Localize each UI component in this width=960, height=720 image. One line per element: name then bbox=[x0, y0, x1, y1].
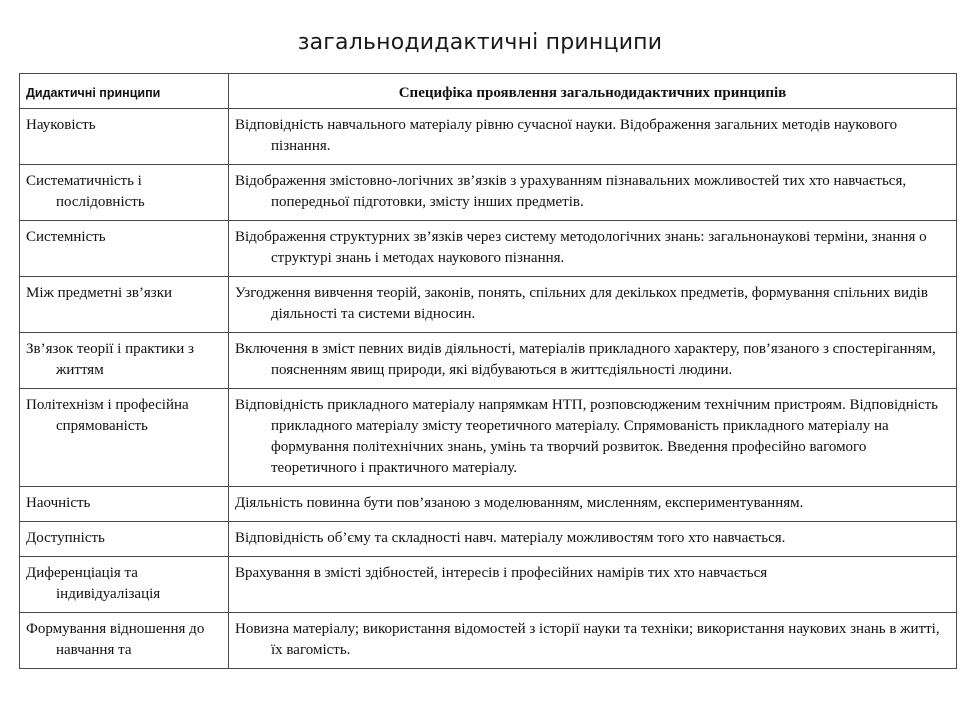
principle-name: Науковість bbox=[26, 117, 96, 133]
principle-name: Систематичність і послідовність bbox=[26, 173, 145, 210]
specifics-cell bbox=[229, 277, 957, 333]
specifics-cell bbox=[229, 333, 957, 389]
principle-cell bbox=[20, 109, 229, 165]
table-row bbox=[20, 109, 957, 165]
principle-name: Диференціація та індивідуалізація bbox=[26, 565, 161, 602]
principle-name: Формування відношення до навчання та bbox=[26, 621, 205, 658]
principle-specifics: Новизна матеріалу; використання відомостей з історії науки та техніки; використання наукових знань в житті, їх вагомість. bbox=[235, 621, 940, 658]
table-row bbox=[20, 389, 957, 487]
column-header-principles: Дидактичні принципи bbox=[20, 74, 229, 109]
principle-name: Системність bbox=[26, 229, 106, 245]
table-row bbox=[20, 277, 957, 333]
specifics-cell bbox=[229, 557, 957, 613]
table-row bbox=[20, 165, 957, 221]
column-header-specifics: Специфіка проявлення загальнодидактичних принципів bbox=[229, 74, 957, 109]
specifics-cell bbox=[229, 389, 957, 487]
table-row bbox=[20, 221, 957, 277]
slide-title: загальнодидактичні принципи bbox=[297, 30, 663, 55]
principle-specifics: Відповідність об’єму та складності навч. матеріалу можливостям того хто навчається. bbox=[235, 530, 786, 546]
principle-specifics: Узгодження вивчення теорій, законів, понять, спільних для декількох предметів, формування спільних видів діяльності та системи відносин. bbox=[235, 285, 928, 322]
principle-cell bbox=[20, 221, 229, 277]
principle-cell bbox=[20, 333, 229, 389]
principle-specifics: Відповідність навчального матеріалу рівню сучасної науки. Відображення загальних методів наукового пізнання. bbox=[235, 117, 898, 154]
principle-specifics: Врахування в змісті здібностей, інтересів і професійних намірів тих хто навчається bbox=[235, 565, 768, 581]
specifics-cell bbox=[229, 487, 957, 522]
principle-name: Політехнізм і професійна спрямованість bbox=[26, 397, 189, 434]
specifics-cell bbox=[229, 221, 957, 277]
principle-cell bbox=[20, 613, 229, 669]
principles-table bbox=[19, 73, 957, 669]
principle-cell bbox=[20, 487, 229, 522]
principle-name: Наочність bbox=[26, 495, 91, 511]
table-row bbox=[20, 557, 957, 613]
principle-name: Зв’язок теорії і практики з життям bbox=[26, 341, 194, 378]
principle-cell bbox=[20, 277, 229, 333]
table-row bbox=[20, 487, 957, 522]
specifics-cell bbox=[229, 613, 957, 669]
principle-cell bbox=[20, 165, 229, 221]
specifics-cell bbox=[229, 522, 957, 557]
table-header-row bbox=[20, 74, 957, 109]
specifics-cell bbox=[229, 165, 957, 221]
principle-name: Між предметні зв’язки bbox=[26, 285, 173, 301]
principle-specifics: Включення в зміст певних видів діяльності, матеріалів прикладного характеру, пов’язаного з спостеріганням, поясненням явищ природи, які відбуваються в життєдіяльності людини. bbox=[235, 341, 936, 378]
principle-specifics: Відображення структурних зв’язків через систему методологічних знань: загальнонаукові терміни, знання о структурі знань і методах наукового пізнання. bbox=[235, 229, 927, 266]
principle-cell bbox=[20, 522, 229, 557]
specifics-cell bbox=[229, 109, 957, 165]
principle-specifics: Діяльність повинна бути пов’язаною з моделюванням, мисленням, експериментуванням. bbox=[235, 495, 804, 511]
principle-cell bbox=[20, 557, 229, 613]
principle-specifics: Відповідність прикладного матеріалу напрямкам НТП, розповсюдженим технічним пристроям. Відповідність прикладного матеріалу змісту теоретичного матеріалу. Спрямованість прикладного матеріалу на формування політехнічних знань, умінь та творчий розвиток. Введення професійно вагомого теоретичного і практичного матеріалу. bbox=[235, 397, 939, 476]
principle-specifics: Відображення змістовно-логічних зв’язків з урахуванням пізнавальних можливостей тих хто навчається, попередньої підготовки, змісту інших предметів. bbox=[235, 173, 907, 210]
table-row bbox=[20, 333, 957, 389]
principle-name: Доступність bbox=[26, 530, 105, 546]
table-row bbox=[20, 522, 957, 557]
table-row bbox=[20, 613, 957, 669]
principle-cell bbox=[20, 389, 229, 487]
